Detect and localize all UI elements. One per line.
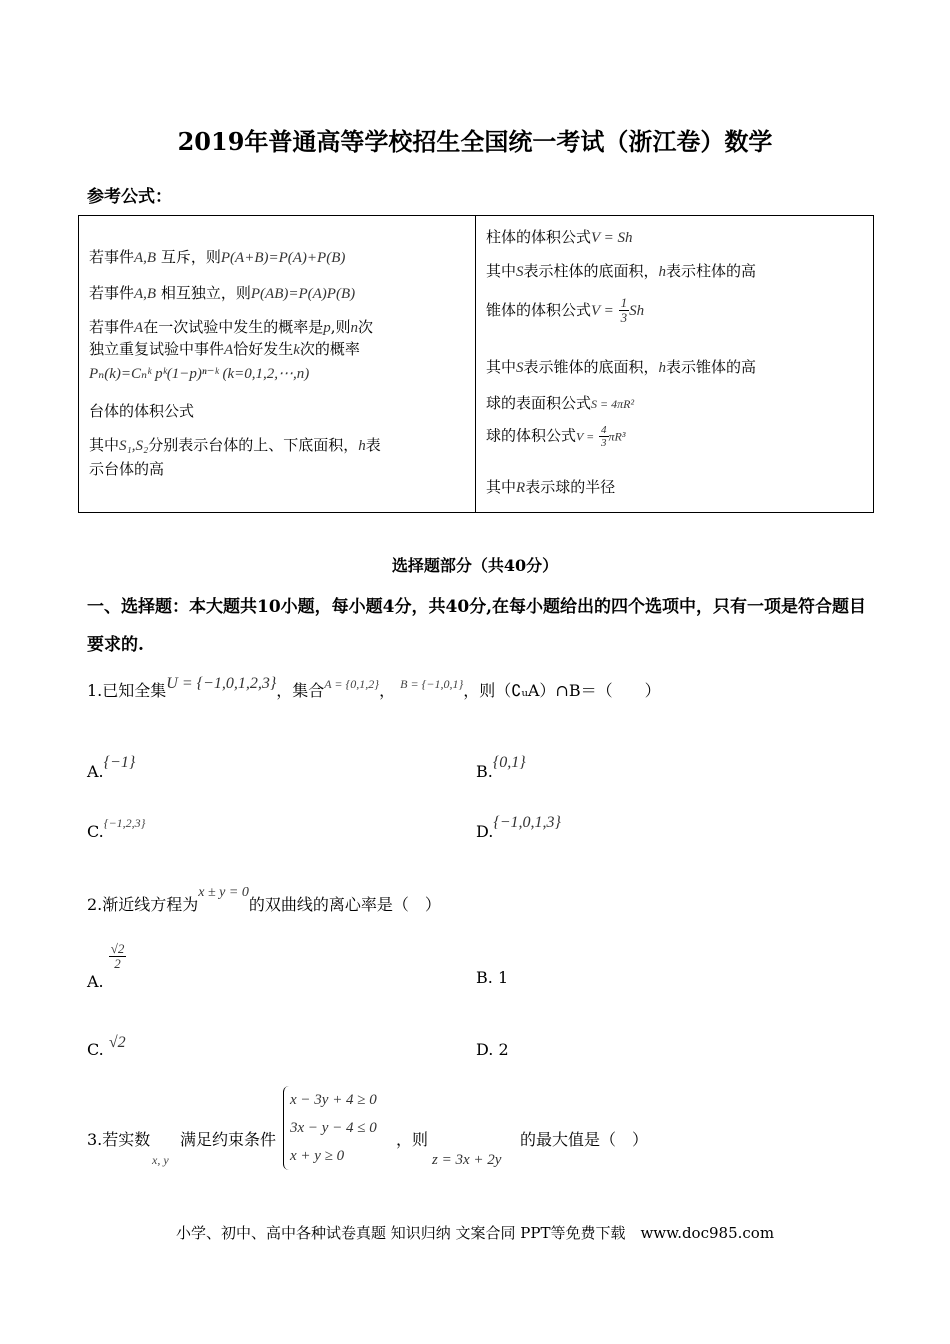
formula-pyramid — [486, 296, 644, 326]
option-value: {−1} — [103, 754, 136, 771]
text: 表示锥体的底面积， — [523, 358, 659, 376]
q2-option-a[interactable] — [87, 941, 126, 992]
formula-frustum-title: 台体的体积公式 — [89, 402, 195, 420]
math: h — [658, 264, 667, 280]
formula-sphere-volume — [486, 424, 625, 449]
text: 表 — [365, 436, 381, 454]
question-text: ，集合 — [276, 681, 325, 700]
question-text: ，则（∁ᵤA）∩B＝（ ） — [463, 681, 661, 700]
q1-option-c[interactable] — [87, 816, 146, 841]
math: S₁,S₂ — [119, 438, 149, 454]
math: B = {−1,0,1} — [400, 677, 464, 691]
formula-right-cell — [476, 216, 874, 513]
fraction — [599, 424, 609, 449]
formula-exclusive — [89, 246, 345, 267]
q3-objective: z = 3x + 2y — [432, 1152, 502, 1168]
text: 表示球的半径 — [525, 478, 616, 496]
text: 表示柱体的底面积， — [523, 262, 659, 280]
q2-option-d[interactable] — [476, 1040, 509, 1059]
formula-sphere-desc — [486, 476, 615, 497]
q3-suffix: 的最大值是（ ） — [520, 1130, 649, 1149]
instructions: 一、选择题：本大题共10小题，每小题4分，共40分,在每小题给出的四个选项中，只有一项是符合题目要求的. — [87, 597, 867, 655]
math: V = — [591, 302, 614, 319]
math: p — [323, 320, 331, 336]
math: P(A+B)=P(A)+P(B) — [220, 250, 346, 266]
formula-bernoulli-2 — [89, 338, 360, 359]
formula-sphere-area — [486, 392, 634, 413]
option-value: √2 — [108, 1034, 126, 1051]
text: 其中 — [486, 478, 517, 496]
q2-option-b[interactable] — [476, 968, 508, 987]
option-value: 2 — [498, 1040, 509, 1059]
numerator: √2 — [110, 941, 125, 956]
text: 次 — [357, 318, 373, 336]
text: 其中 — [89, 436, 120, 454]
question-text: ， — [379, 681, 396, 700]
numerator: 1 — [620, 295, 628, 310]
section-title: 选择题部分（共40分） — [391, 556, 559, 575]
math: P(AB)=P(A)P(B) — [250, 286, 356, 302]
numerator: 4 — [601, 424, 607, 436]
math: πR³ — [608, 429, 626, 444]
option-value: {−1,2,3} — [103, 816, 146, 830]
option-label: C. — [87, 822, 104, 841]
question-text: 1.已知全集 — [87, 681, 167, 700]
formula-pyramid-desc — [486, 356, 756, 377]
math: S = 4πR² — [591, 397, 635, 411]
math: h — [358, 438, 366, 454]
q3-vars: x, y — [152, 1153, 169, 1167]
constraint: 3x − y − 4 ≤ 0 — [290, 1120, 377, 1136]
math: V = Sh — [591, 230, 633, 246]
question-text: 3.若实数 — [87, 1130, 151, 1149]
math: V = — [576, 429, 595, 444]
text: 相互独立，则 — [160, 284, 251, 302]
option-value — [109, 942, 127, 972]
formula-prism-desc — [486, 260, 756, 281]
denominator: 3 — [601, 437, 607, 450]
q3-then: ，则 — [396, 1130, 429, 1149]
footer[interactable]: 小学、初中、高中各种试卷真题 知识归纳 文案合同 PPT等免费下载 www.doc985.com — [175, 1224, 775, 1242]
question-text: 的双曲线的离心率是（ ） — [248, 895, 441, 914]
formula-bernoulli-1 — [89, 316, 373, 337]
math: x ± y = 0 — [198, 885, 249, 900]
text: 在一次试验中发生的概率是 — [143, 318, 324, 336]
question-3 — [87, 1127, 150, 1150]
math: Sh — [629, 302, 645, 319]
math: A — [224, 342, 234, 358]
math: S — [516, 360, 524, 376]
math: S — [516, 264, 524, 280]
q1-option-a[interactable] — [87, 754, 136, 782]
text: ,则 — [330, 318, 351, 336]
math: A,B — [134, 250, 157, 266]
text: 其中 — [486, 262, 517, 280]
formula-prism — [486, 226, 633, 247]
text: 柱体的体积公式 — [486, 228, 592, 246]
option-label: A. — [87, 972, 104, 992]
formula-table — [78, 215, 874, 513]
option-value: 1 — [497, 968, 509, 987]
text: 分别表示台体的上、下底面积， — [148, 436, 359, 454]
text: 球的表面积公式 — [486, 394, 592, 412]
text: 恰好发生 — [233, 340, 294, 358]
text: 次的概率 — [299, 340, 360, 358]
formula-left-cell — [79, 216, 476, 513]
text: 若事件 — [89, 284, 135, 302]
text: 若事件 — [89, 248, 135, 266]
denominator: 2 — [114, 956, 121, 972]
q1-option-b[interactable] — [476, 754, 526, 782]
q3-condition-label: 满足约束条件 — [180, 1130, 277, 1149]
text: 锥体的体积公式 — [486, 300, 592, 319]
option-label: D. — [476, 1040, 494, 1059]
option-value: {0,1} — [492, 754, 526, 771]
q3-constraints — [283, 1086, 377, 1170]
text: 表示锥体的高 — [666, 358, 757, 376]
formula-frustum-desc-2: 示台体的高 — [89, 460, 165, 478]
question-2 — [87, 885, 441, 915]
text: 表示柱体的高 — [666, 262, 757, 280]
text: 其中 — [486, 358, 517, 376]
formula-frustum-desc-1 — [89, 434, 381, 455]
fraction — [619, 296, 630, 326]
q2-option-c[interactable] — [87, 1034, 126, 1060]
option-label: B. — [476, 762, 493, 781]
reference-heading: 参考公式： — [87, 187, 172, 207]
denominator: 3 — [620, 310, 628, 326]
question-1 — [87, 675, 661, 701]
question-text: 2.渐近线方程为 — [87, 895, 199, 914]
option-label: B. — [476, 968, 493, 987]
text: 球的体积公式 — [486, 426, 577, 445]
math: h — [658, 360, 667, 376]
math: R — [516, 480, 526, 496]
text: 互斥，则 — [160, 248, 221, 266]
text: 若事件 — [89, 318, 135, 336]
formula-bernoulli-3: Pₙ(k)=Cₙᵏ pᵏ(1−p)ⁿ⁻ᵏ (k=0,1,2,⋯,n) — [89, 366, 310, 382]
constraint: x + y ≥ 0 — [290, 1148, 345, 1164]
option-label: C. — [87, 1040, 104, 1059]
page-title: 2019年普通高等学校招生全国统一考试（浙江卷）数学 — [177, 127, 773, 156]
math: A,B — [134, 286, 157, 302]
q1-option-d[interactable] — [476, 814, 561, 842]
option-label: A. — [87, 762, 104, 781]
option-label: D. — [476, 822, 494, 841]
text: 独立重复试验中事件 — [89, 340, 225, 358]
constraint: x − 3y + 4 ≥ 0 — [290, 1092, 377, 1108]
option-value: {−1,0,1,3} — [493, 814, 561, 831]
formula-independent — [89, 282, 355, 303]
math: U = {−1,0,1,2,3} — [166, 675, 277, 692]
math: A — [134, 320, 144, 336]
math: A = {0,1,2} — [324, 677, 380, 691]
math: n — [350, 320, 358, 336]
math: k — [293, 342, 300, 358]
